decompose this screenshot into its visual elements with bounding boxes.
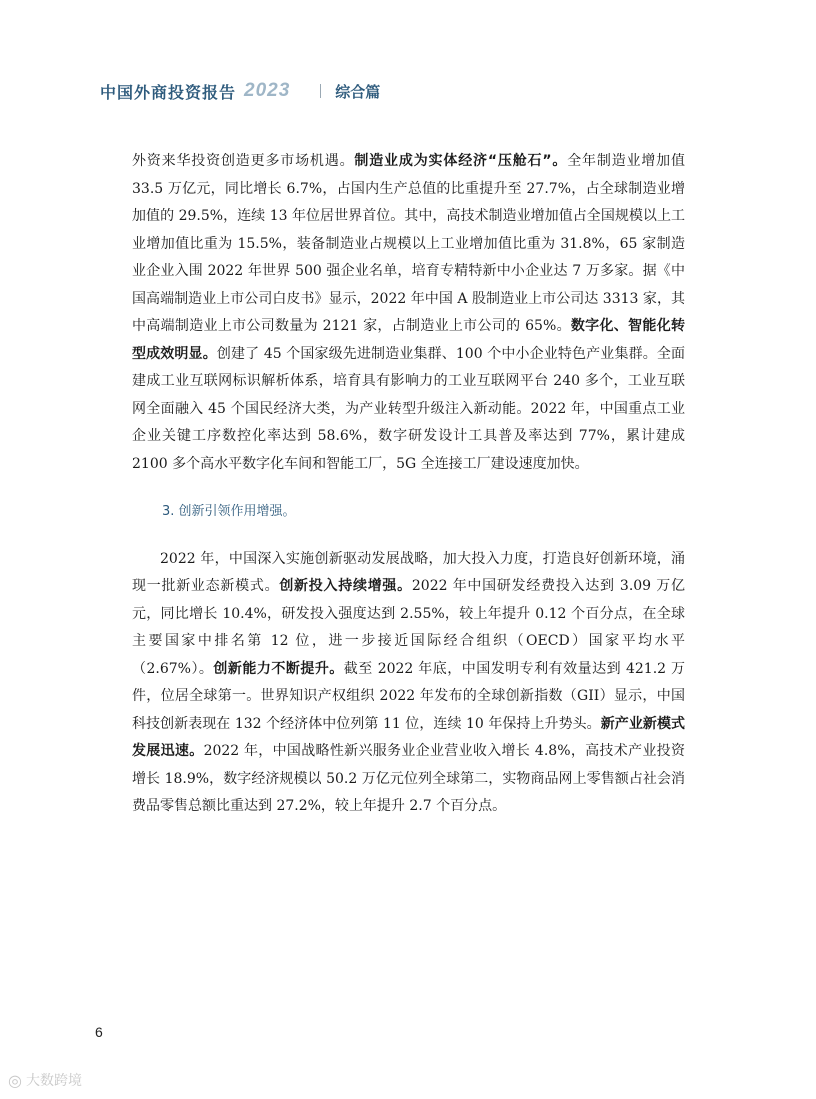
header-divider: [320, 84, 321, 98]
watermark: [8, 1070, 82, 1090]
text-run: 截至 2022 年底，中国发明专利有效量达到 421.2 万件，位居全球第一。世界知识产权组织 2022 年发布的全球创新指数（GII）显示，中国科技创新表现在 132 个经济体中位列第 11 位，连续 10 年保持上升势头。: [132, 660, 686, 732]
report-year: 2023: [244, 80, 291, 101]
text-run: 2022 年中国研发经费投入达到 3.09 万亿元，同比增长 10.4%，研发投入强度达到 2.55%，较上年提升 0.12 个百分点，在全球主要国家中排名第 12 位，进一步接近国际经合组织（OECD）国家平均水平（2.67%）。: [132, 578, 686, 677]
page-number: 6: [95, 1024, 103, 1040]
watermark-text: 大数跨境: [25, 1073, 82, 1089]
running-header: [100, 76, 380, 106]
text-run: 2022 年，中国深入实施创新驱动发展战略，加大投入力度，打造良好创新环境，涌现一批新业态新模式。: [132, 550, 685, 594]
paragraph-innovation: [132, 546, 685, 821]
subheading-innovation: 3. 创新引领作用增强。: [162, 504, 296, 519]
bold-phrase: 数字化、智能化转型成效明显。: [132, 318, 685, 362]
report-title: 中国外商投资报告: [100, 82, 237, 102]
text-run: 2022 年，中国战略性新兴服务业企业营业收入增长 4.8%，高技术产业投资增长 18.9%，数字经济规模以 50.2 万亿元位列全球第二，实物商品网上零售额占社会消费品零售总额比重达到 27.2%，较上年提升 2.7 个百分点。: [132, 743, 685, 814]
body-text: [132, 148, 685, 821]
text-run: 外资来华投资创造更多市场机遇。: [132, 153, 355, 169]
bold-phrase: 新产业新模式发展迅速。: [132, 715, 685, 759]
bold-phrase: 制造业成为实体经济“压舱石”。: [354, 153, 568, 169]
bold-phrase: 创新投入持续增强。: [279, 578, 412, 594]
bold-phrase: 创新能力不断提升。: [213, 660, 344, 677]
section-name: 综合篇: [335, 82, 381, 101]
text-run: 创建了 45 个国家级先进制造业集群、100 个中小企业特色产业集群。全面建成工业互联网标识解析体系，培育具有影响力的工业互联网平台 240 多个，工业互联网全面融入 45 个国民经济大类，为产业转型升级注入新动能。2022 年，中国重点工业企业关键工序数控化率达到 58.6%，数字研发设计工具普及率达到 77%，累计建成 2100 多个高水平数字化车间和智能工厂，5G 全连接工厂建设速度加快。: [132, 345, 685, 472]
paragraph-manufacturing: [132, 148, 685, 478]
text-run: 全年制造业增加值 33.5 万亿元，同比增长 6.7%，占国内生产总值的比重提升至 27.7%，占全球制造业增加值的 29.5%，连续 13 年位居世界首位。其中，高技术制造业增加值占全国规模以上工业增加值比重为 15.5%，装备制造业占规模以上工业增加值比重为 31.8%，65 家制造业企业入围 2022 年世界 500 强企业名单，培育专精特新中小企业达 7 万多家。据《中国高端制造业上市公司白皮书》显示，2022 年中国 A 股制造业上市公司达 3313 家，其中高端制造业上市公司数量为 2121 家，占制造业上市公司的 65%。: [132, 153, 686, 334]
brand-logo-icon: ◎: [8, 1070, 22, 1090]
